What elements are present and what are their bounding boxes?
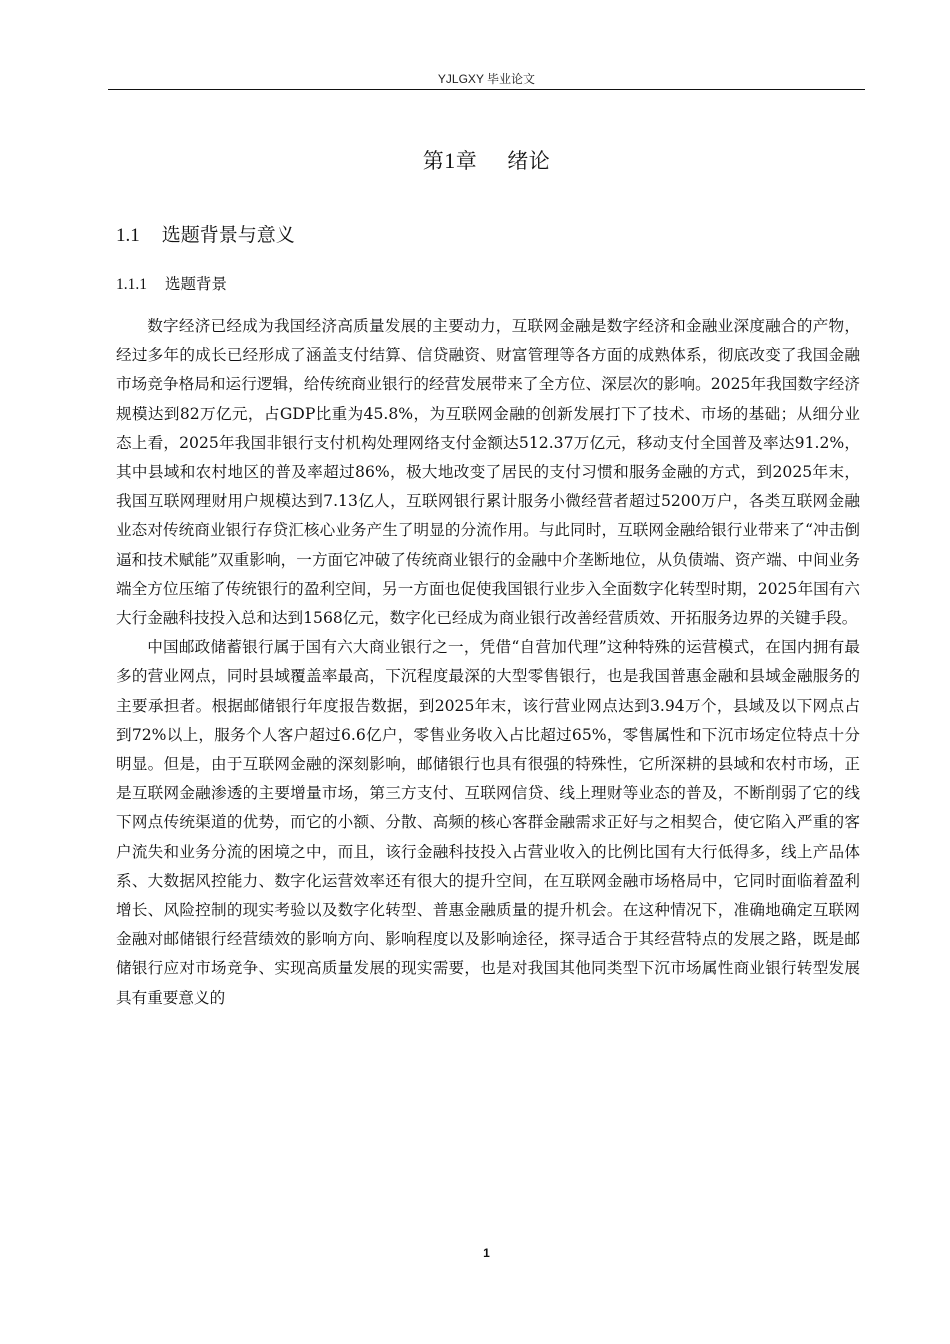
subsection-title: 选题背景 bbox=[165, 275, 228, 293]
paragraph: 中国邮政储蓄银行属于国有六大商业银行之一，凭借“自营加代理”这种特殊的运营模式，在国内拥有最多的营业网点，同时县域覆盖率最高，下沉程度最深的大型零售银行，也是我国普惠金融和县域金融服务的主要承担者。根据邮储银行年度报告数据，到2025年末，该行营业网点达到3.94万个，县域及以下网点占到72%以上，服务个人客户超过6.6亿户，零售业务收入占比超过65%，零售属性和下沉市场定位特点十分明显。但是，由于互联网金融的深刻影响，邮储银行也具有很强的特殊性，它所深耕的县域和农村市场，正是互联网金融渗透的主要增量市场，第三方支付、互联网信贷、线上理财等业态的普及，不断削弱了它的线下网点传统渠道的优势，而它的小额、分散、高频的核心客群金融需求正好与之相契合，使它陷入严重的客户流失和业务分流的困境之中，而且，该行金融科技投入占营业收入的比例比国有大行低得多，线上产品体系、大数据风控能力、数字化运营效率还有很大的提升空间，在互联网金融市场格局中，它同时面临着盈利增长、风险控制的现实考验以及数字化转型、普惠金融质量的提升机会。在这种情况下，准确地确定互联网金融对邮储银行经营绩效的影响方向、影响程度以及影响途径，探寻适合于其经营特点的发展之路，既是邮储银行应对市场竞争、实现高质量发展的现实需要，也是对我国其他同类型下沉市场属性商业银行转型发展具有重要意义的 bbox=[116, 638, 860, 1007]
chapter-prefix: 第 bbox=[422, 149, 445, 173]
chapter-title bbox=[108, 145, 865, 175]
running-header: YJLGXY 毕业论文 bbox=[437, 72, 536, 86]
body-text bbox=[116, 312, 860, 1013]
header-rule bbox=[108, 89, 865, 90]
section-number: 1.1 bbox=[116, 225, 140, 246]
chapter-name: 绪论 bbox=[507, 149, 551, 173]
section-heading bbox=[116, 220, 295, 247]
chapter-suffix: 章 bbox=[455, 149, 478, 173]
subsection-heading bbox=[116, 272, 227, 294]
subsection-number: 1.1.1 bbox=[116, 276, 147, 293]
paragraph: 数字经济已经成为我国经济高质量发展的主要动力，互联网金融是数字经济和金融业深度融合的产物，经过多年的成长已经形成了涵盖支付结算、信贷融资、财富管理等各方面的成熟体系，彻底改变了我国金融市场竞争格局和运行逻辑，给传统商业银行的经营发展带来了全方位、深层次的影响。2025年我国数字经济规模达到82万亿元，占GDP比重为45.8%，为互联网金融的创新发展打下了技术、市场的基础；从细分业态上看，2025年我国非银行支付机构处理网络支付金额达512.37万亿元，移动支付全国普及率达91.2%，其中县域和农村地区的普及率超过86%，极大地改变了居民的支付习惯和服务金融的方式，到2025年末，我国互联网理财用户规模达到7.13亿人，互联网银行累计服务小微经营者超过5200万户，各类互联网金融业态对传统商业银行存贷汇核心业务产生了明显的分流作用。与此同时，互联网金融给银行业带来了“冲击倒逼和技术赋能”双重影响，一方面它冲破了传统商业银行的金融中介垄断地位，从负债端、资产端、中间业务端全方位压缩了传统银行的盈利空间，另一方面也促使我国银行业步入全面数字化转型时期，2025年国有六大行金融科技投入总和达到1568亿元，数字化已经成为商业银行改善经营质效、开拓服务边界的关键手段。 bbox=[116, 317, 860, 628]
section-title: 选题背景与意义 bbox=[161, 224, 295, 246]
chapter-number: 1 bbox=[444, 148, 456, 173]
page-number: 1 bbox=[483, 1246, 490, 1260]
